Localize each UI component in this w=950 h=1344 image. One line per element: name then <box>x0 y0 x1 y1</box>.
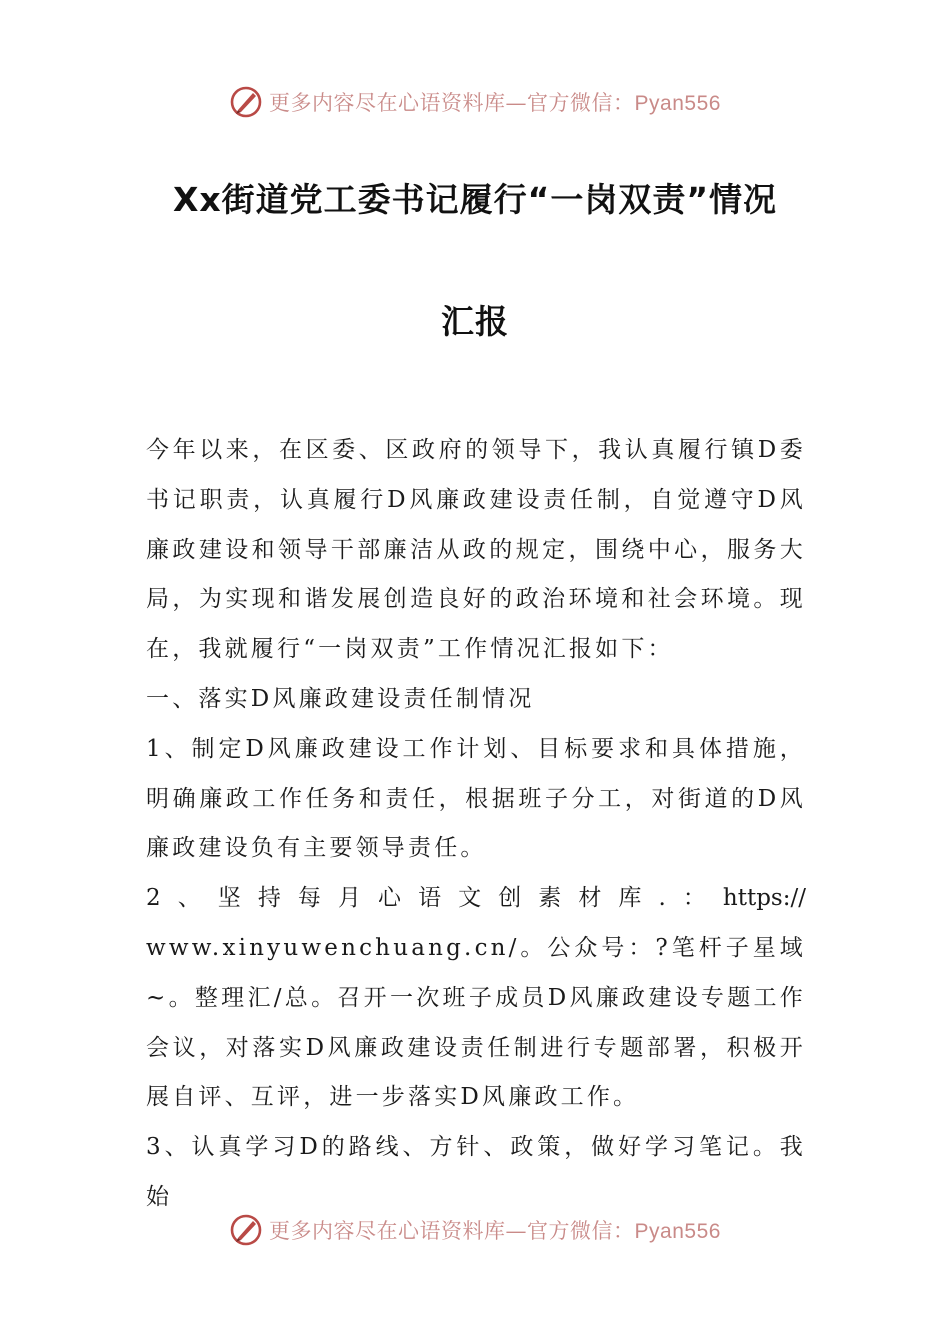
list-item-2-first-line: 2、坚持每月心语文创素材库.：https:// <box>146 885 806 912</box>
document-body <box>146 426 806 1223</box>
list-item-2-rest: www.xinyuwenchuang.cn/。公众号：?笔杆子星域~。整理汇/总。召开一次班子成员D风廉政建设专题工作会议，对落实D风廉政建设责任制进行专题部署，积极开展自评、互评，进一步落实D风廉政工作。 <box>146 934 806 1111</box>
footer-watermark <box>0 1210 950 1250</box>
intro-paragraph: 今年以来，在区委、区政府的领导下，我认真履行镇D委书记职责，认真履行D风廉政建设责任制，自觉遵守D风廉政建设和领导干部廉洁从政的规定，围绕中心，服务大局，为实现和谐发展创造良好的政治环境和社会环境。现在，我就履行“一岗双责”工作情况汇报如下： <box>146 437 806 663</box>
pen-circle-logo-icon <box>229 1213 263 1247</box>
document-title-line1: Xx街道党工委书记履行“一岗双责”情况 <box>172 180 778 219</box>
watermark-wechat-id: Pyan556 <box>634 92 721 115</box>
list-item-1: 1、制定D风廉政建设工作计划、目标要求和具体措施，明确廉政工作任务和责任，根据班子分工，对街道的D风廉政建设负有主要领导责任。 <box>146 735 806 862</box>
list-item-3: 3、认真学习D的路线、方针、政策，做好学习笔记。我始 <box>146 1134 806 1210</box>
pen-circle-logo-icon <box>229 85 263 119</box>
document-title-line2: 汇报 <box>441 302 509 341</box>
section-heading: 一、落实D风廉政建设责任制情况 <box>146 685 535 712</box>
watermark-wechat-id: Pyan556 <box>634 1220 721 1243</box>
watermark-text: 更多内容尽在心语资料库—官方微信：Pyan556 <box>269 91 721 115</box>
header-watermark <box>0 82 950 122</box>
watermark-text: 更多内容尽在心语资料库—官方微信：Pyan556 <box>269 1219 721 1243</box>
